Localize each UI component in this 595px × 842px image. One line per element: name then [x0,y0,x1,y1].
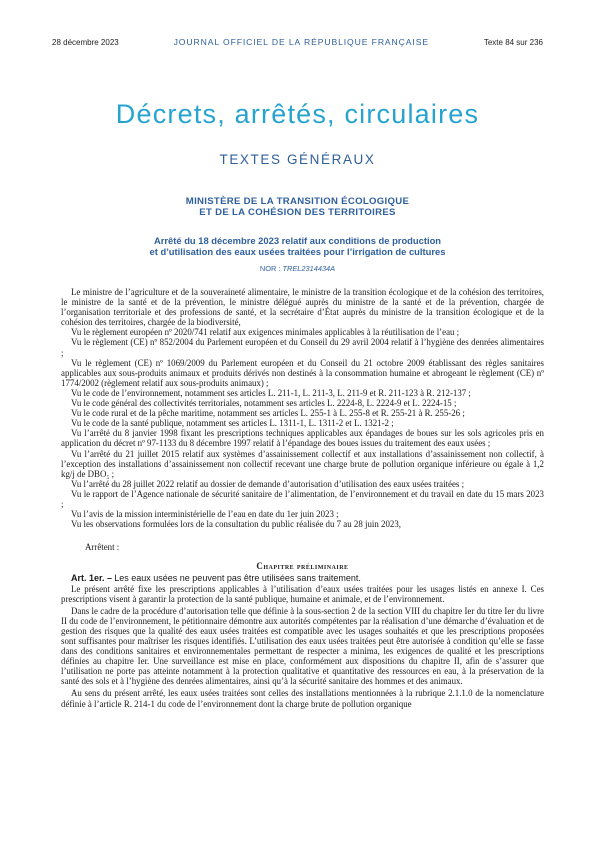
body-paragraph: Le présent arrêté fixe les prescriptions applicables à l’utilisation d’eaux usées traitées pour les usages listés en annexe I. Ces prescriptions visent à garantir la protection de la santé publique, humaine et animale, et de l’environnement. [61,583,544,604]
ministry-line-2: ET DE LA COHÉSION DES TERRITOIRES [199,207,396,218]
ministry-heading [0,196,595,218]
section-title: Décrets, arrêtés, circulaires [115,99,480,129]
text-reference: Texte 84 sur 236 [483,37,543,47]
preamble-paragraph: Vu l’arrêté du 28 juillet 2022 relatif au dossier de demande d’autorisation d’utilisation des eaux usées traitées ; [71,478,465,489]
nor-label: NOR : [259,264,281,273]
publication-date: 28 décembre 2023 [52,37,119,47]
preamble-paragraph: Vu le règlement (CE) nº 852/2004 du Parlement européen et du Conseil du 29 avril 2004 relatif à l’hygiène des denrées alimentaires ; [61,337,544,358]
preamble-paragraph: Vu le code de l’environnement, notamment ses articles L. 211-1, L. 211-3, L. 211-9 et R. 211-123 à R. 212-137 ; [71,387,471,398]
decree-title-line-1: Arrêté du 18 décembre 2023 relatif aux conditions de production [153,235,442,246]
preamble-paragraph: Vu l’arrêté du 21 juillet 2015 relatif aux systèmes d’assainissement collectif et aux installations d’assainissement non collectif, à l’exception des installations d’assainissement non collectif recevant une charge brute de pollution organique inférieure ou égale à 1,2 kg/j de DBO₅ ; [61,448,544,479]
chapter-heading: Chapitre préliminaire [256,561,349,572]
preamble-paragraph: Vu le rapport de l’Agence nationale de sécurité sanitaire de l’alimentation, de l’environnement et du travail en date du 15 mars 2023 ; [61,488,544,509]
page-header [52,36,543,48]
preamble-paragraph: Vu l’avis de la mission interministérielle de l’eau en date du 1er juin 2023 ; [71,509,339,520]
preamble-paragraph: Vu le code de la santé publique, notamment ses articles L. 1311-1, L. 1311-2 et L. 1321-2 ; [71,418,394,429]
nor-reference [0,264,595,273]
preamble-paragraph: Vu le règlement (CE) nº 1069/2009 du Parlement européen et du Conseil du 21 octobre 2009 établissant des règles sanitaires applicables aux sous-produits animaux et produits dérivés non destinés à la consommation humaine et abrogeant le règlement (CE) nº 1774/2002 (règlement relatif aux sous-produits animaux) ; [61,357,544,388]
enacting-formula: Arrêtent : [85,542,120,553]
article-1 [61,573,544,583]
decree-title [60,235,535,257]
body-paragraph: Dans le cadre de la procédure d’autorisation telle que définie à la sous-section 2 de la section VIII du chapitre Ier du titre Ier du livre II du code de l’environnement, le pétitionnaire démontre aux autorités compétentes par la réalisation d’une démarche d’évaluation et de gestion des risques que la qualité des eaux usées traitées est compatible avec les usages souhaités et que les prescriptions proposées sont suffisantes pour maîtriser les risques identifiés. L’utilisation des eaux usées traitées peut être autorisée à condition qu’elle se fasse dans des conditions sanitaires et environnementales permettant de respecter a minima, les exigences de qualité et les prescriptions définies au chapitre Ier. Une surveillance est mise en place, conformément aux dispositions du chapitre II, afin de s’assurer que l’utilisation ne porte pas atteinte notamment à la protection qualitative et quantitative des ressources en eau, à la préservation de la santé des sols et à l’hygiène des denrées alimentaires, ainsi qu’à la sécurité sanitaire des hommes et des animaux. [61,605,544,687]
article-1-text: Les eaux usées ne peuvent pas être utilisées sans traitement. [114,573,361,584]
preamble-paragraph: Vu le code rural et de la pêche maritime, notamment ses articles L. 255-1 à L. 255-8 et R. 255-21 à R. 255-26 ; [71,408,465,419]
decree-title-line-2: et d’utilisation des eaux usées traitées pour l’irrigation de cultures [149,246,446,257]
ministry-line-1: MINISTÈRE DE LA TRANSITION ÉCOLOGIQUE [185,196,410,207]
journal-name: JOURNAL OFFICIEL DE LA RÉPUBLIQUE FRANÇAISE [173,37,429,47]
preamble-paragraph: Le ministre de l’agriculture et de la souveraineté alimentaire, le ministre de la transition écologique et de la cohésion des territoires, le ministre de la santé et de la prévention, le ministre délégué auprès du ministre de la santé et de la prévention, chargée de l’organisation territoriale et des professions de santé, et la secrétaire d’État auprès du ministre de la transition écologique et de la cohésion des territoires, chargée de la biodiversité, [61,287,544,328]
article-1-number: Art. 1er. – [71,573,113,584]
preamble-paragraph: Vu l’arrêté du 8 janvier 1998 fixant les prescriptions techniques applicables aux épandages de boues sur les sols agricoles pris en application du décret nº 97-1133 du 8 décembre 1997 relatif à l’épandage des boues issues du traitement des eaux usées ; [61,428,544,449]
subsection-title: TEXTES GÉNÉRAUX [219,152,376,167]
preamble-paragraph: Vu le code général des collectivités territoriales, notamment ses articles L. 2224-8, L. 2224-9 et L. 2224-15 ; [71,398,457,409]
body-paragraph: Au sens du présent arrêté, les eaux usées traitées sont celles des installations mentionnées à la rubrique 2.1.1.0 de la nomenclature définie à l’article R. 214-1 du code de l’environnement dont la charge brute de pollution organique [61,688,544,709]
decree-body [61,287,544,709]
nor-code: TREL2314434A [282,264,336,273]
preamble-paragraph: Vu le règlement européen nº 2020/741 relatif aux exigences minimales applicables à la réutilisation de l’eau ; [71,327,460,338]
preamble-paragraph: Vu les observations formulées lors de la consultation du public réalisée du 7 au 28 juin 2023, [71,519,401,530]
